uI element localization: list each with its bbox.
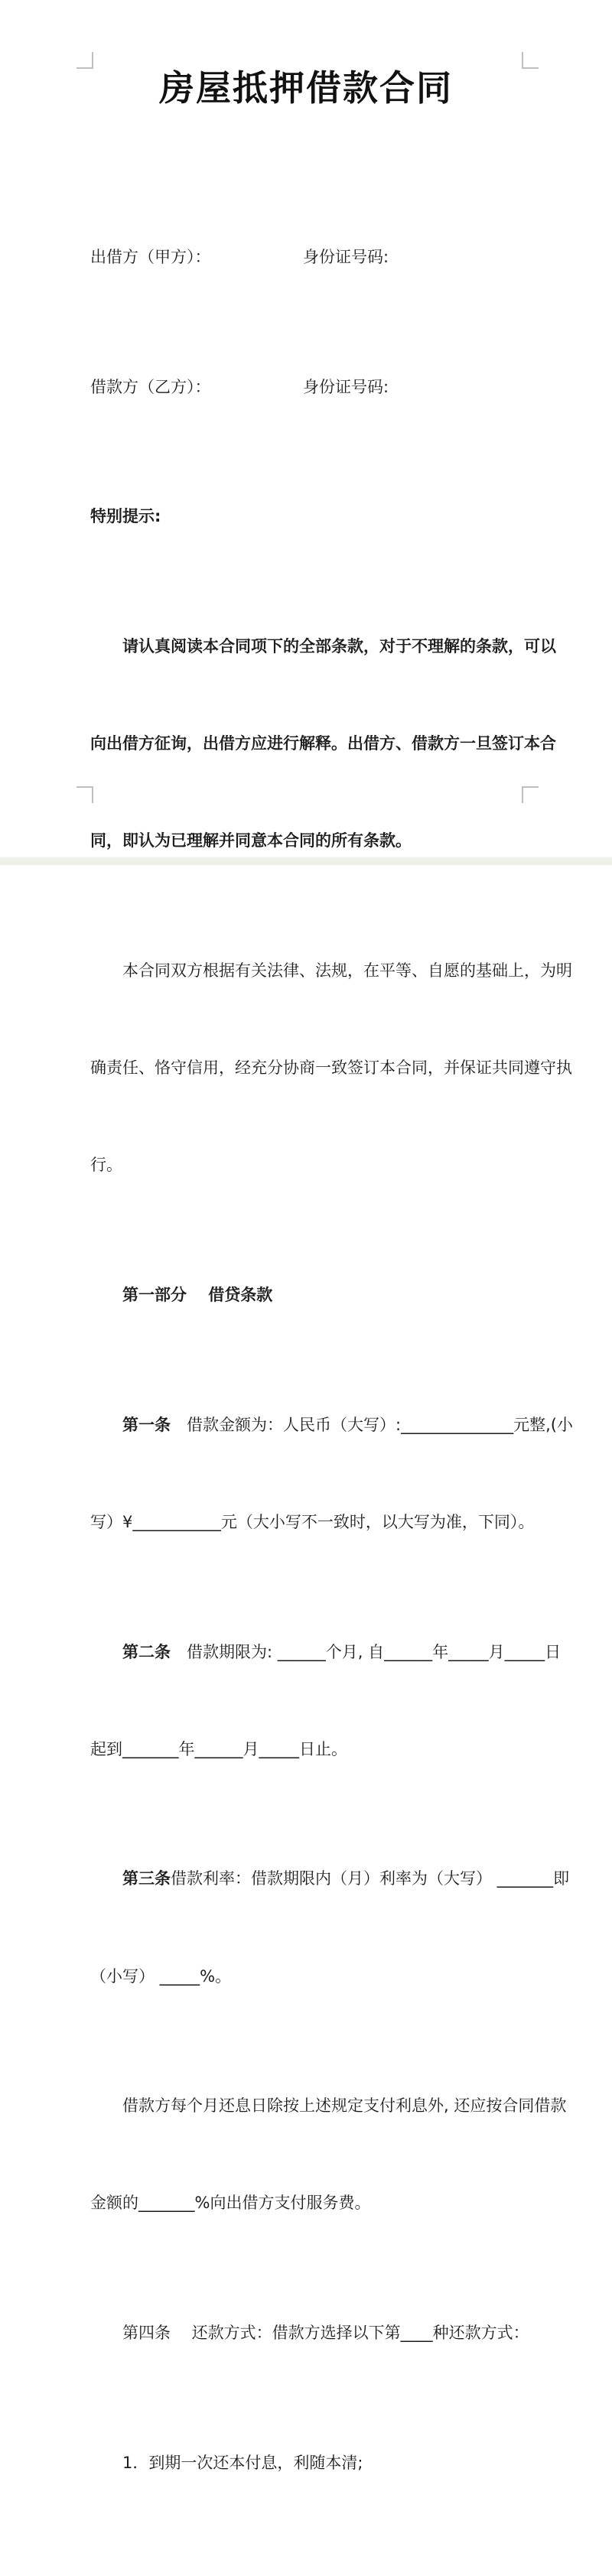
clause4-line: 第四条 还款方式：借款方选择以下第____种还款方式： — [122, 2323, 529, 2342]
borrower-label: 借款方（乙方）： — [90, 377, 211, 396]
special-notice-line: 同，即认为已理解并同意本合同的所有条款。 — [90, 831, 412, 851]
clause1-line1: 第一条 借款金额为：人民币（大写）:______________元整,(小 — [122, 1415, 573, 1434]
preamble-line: 行。 — [90, 1156, 122, 1175]
service-fee-line: 金额的_______%向出借方支付服务费。 — [90, 2194, 371, 2213]
party-row-borrower — [90, 371, 532, 403]
clause2-line2: 起到_______年______月_____日止。 — [90, 1739, 347, 1758]
special-notice-line: 请认真阅读本合同项下的全部条款，对于不理解的条款，可以 — [122, 637, 556, 656]
bottom-edge-bar — [0, 857, 612, 865]
contract-title: 房屋抵押借款合同 — [159, 67, 453, 109]
clause1-label: 第一条 — [122, 1415, 171, 1434]
lender-id-label: 身份证号码: — [303, 248, 389, 267]
clause3-line2: （小写） _____%。 — [90, 1966, 232, 1986]
special-notice-line: 向出借方征询，出借方应进行解释。出借方、借款方一旦签订本合 — [90, 734, 556, 753]
clause3-label: 第三条 — [122, 1869, 171, 1888]
clause2-line1: 第二条 借款期限为: ______个月, 自______年_____月_____日 — [122, 1642, 562, 1661]
contract-body — [90, 144, 573, 2576]
clause1-line2: 写）¥___________元（大小写不一致时，以大写为准，下同）。 — [90, 1512, 535, 1531]
clause3-line1: 第三条借款利率：借款期限内（月）利率为（大写） _______即 — [122, 1869, 570, 1888]
lender-label: 出借方（甲方）： — [90, 248, 211, 267]
borrower-id-label: 身份证号码: — [303, 377, 389, 396]
preamble-line: 本合同双方根据有关法律、法规，在平等、自愿的基础上，为明 — [122, 961, 572, 981]
repayment-option-1: 1．到期一次还本付息，利随本清; — [122, 2453, 363, 2472]
party-row-lender — [90, 241, 532, 273]
special-notice-heading: 特别提示: — [90, 507, 161, 526]
service-fee-line: 借款方每个月还息日除按上述规定支付利息外, 还应按合同借款 — [122, 2096, 567, 2116]
clause2-label: 第二条 — [122, 1642, 171, 1661]
preamble-line: 确责任、恪守信用，经充分协商一致签订本合同，并保证共同遵守执 — [90, 1059, 572, 1078]
part1-heading: 第一部分 借贷条款 — [122, 1286, 273, 1305]
